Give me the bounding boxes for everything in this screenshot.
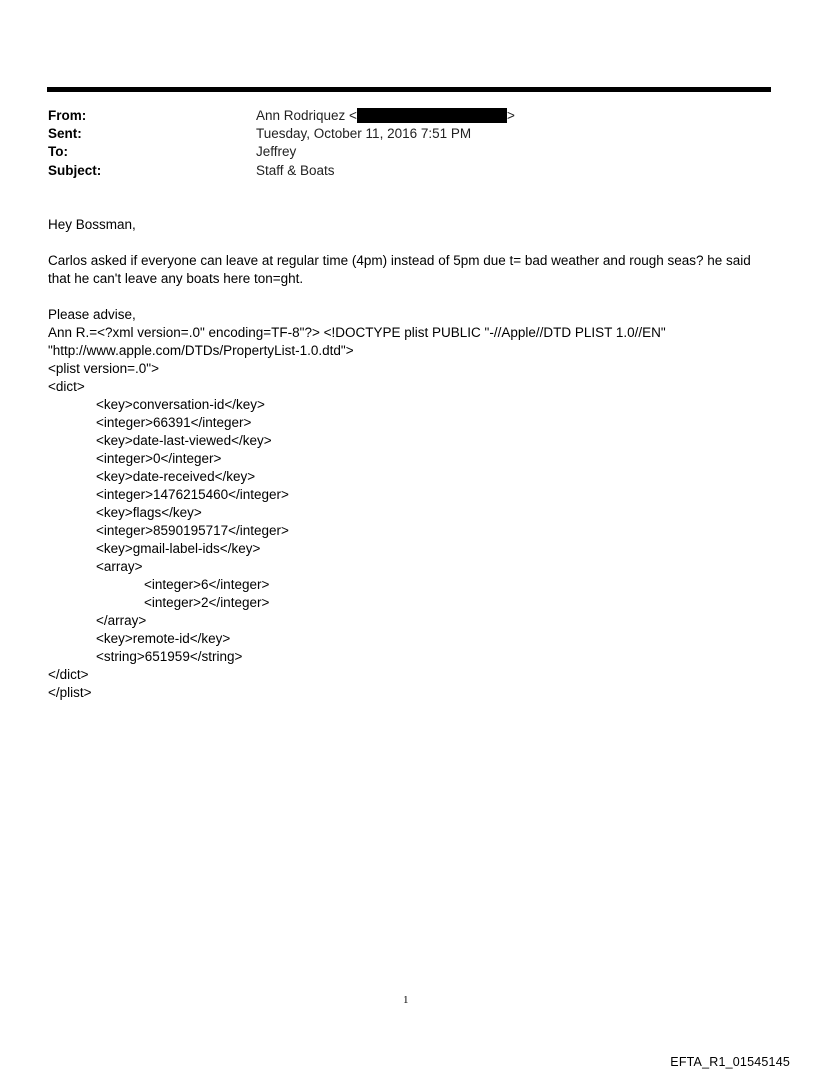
subject-label: Subject: [48, 162, 102, 178]
page-number: 1 [403, 994, 409, 1006]
subject-value: Staff & Boats [256, 162, 335, 178]
plist-line: <integer>0</integer> [96, 451, 222, 466]
to-label: To: [48, 144, 68, 160]
to-value: Jeffrey [256, 144, 297, 160]
plist-line: <integer>66391</integer> [96, 415, 252, 430]
to-row [48, 143, 768, 161]
plist-line: <key>date-received</key> [96, 469, 256, 484]
signature-line: Ann R.=<?xml version=.0" encoding=TF-8"?> <!DOCTYPE plist PUBLIC "-//Apple//DTD PLIST 1.0//EN" [48, 325, 666, 340]
email-header [48, 107, 768, 180]
subject-row [48, 162, 768, 180]
plist-line: <array> [96, 559, 143, 574]
plist-line: <integer>1476215460</integer> [96, 487, 289, 502]
plist-line: <key>conversation-id</key> [96, 397, 265, 412]
plist-line: <key>date-last-viewed</key> [96, 433, 272, 448]
plist-line: <dict> [48, 379, 85, 394]
plist-line: <plist version=.0"> [48, 361, 159, 376]
sent-label: Sent: [48, 126, 82, 142]
plist-line: </dict> [48, 667, 89, 682]
plist-line: <key>remote-id</key> [96, 631, 231, 646]
sender-name: Ann Rodriquez < [256, 108, 357, 123]
plist-line: <integer>8590195717</integer> [96, 523, 289, 538]
plist-line: <string>651959</string> [96, 649, 243, 664]
plist-line: <integer>6</integer> [144, 577, 270, 592]
sender-bracket: > [506, 108, 515, 123]
body-line-2: that he can't leave any boats here ton=ght. [48, 271, 304, 286]
from-row [48, 107, 768, 125]
closing: Please advise, [48, 307, 136, 322]
plist-block [48, 360, 768, 702]
document-id: EFTA_R1_01545145 [670, 1055, 790, 1069]
email-body [48, 216, 768, 702]
body-line-1: Carlos asked if everyone can leave at regular time (4pm) instead of 5pm due t= bad weather and rough seas? he said [48, 253, 751, 268]
plist-line: </array> [96, 613, 147, 628]
sent-value: Tuesday, October 11, 2016 7:51 PM [256, 126, 472, 142]
from-label: From: [48, 108, 87, 123]
header-rule [47, 87, 771, 92]
plist-line: <key>gmail-label-ids</key> [96, 541, 261, 556]
plist-line: </plist> [48, 685, 92, 700]
redaction-box [357, 108, 507, 123]
greeting: Hey Bossman, [48, 217, 136, 232]
plist-line: <integer>2</integer> [144, 595, 270, 610]
dtd-line: "http://www.apple.com/DTDs/PropertyList-1.0.dtd"> [48, 343, 354, 358]
sent-row [48, 125, 768, 143]
plist-line: <key>flags</key> [96, 505, 202, 520]
from-value [256, 107, 515, 125]
